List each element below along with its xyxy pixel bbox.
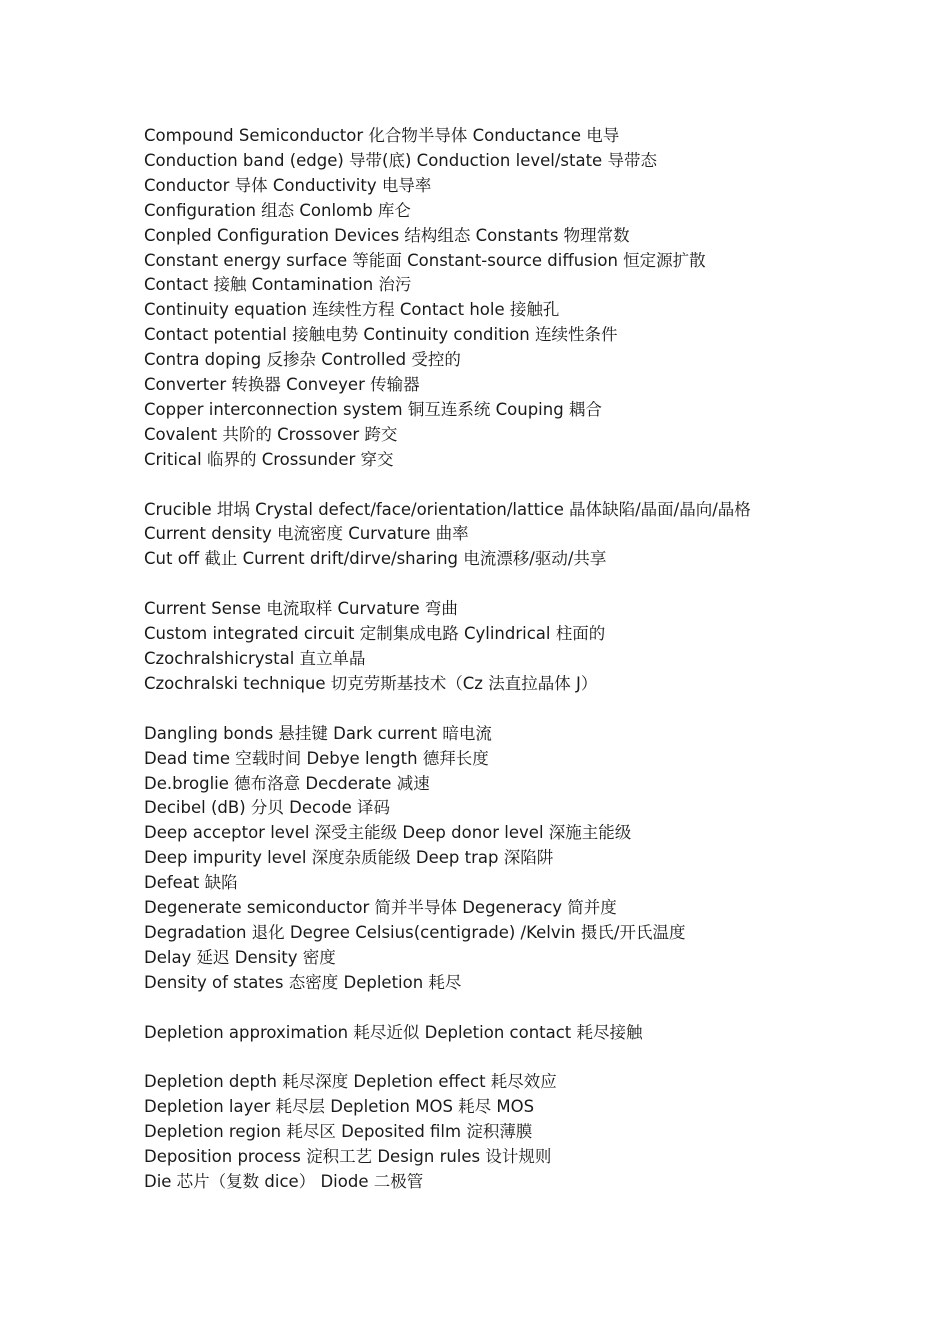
text-line: Die 芯片（复数 dice） Diode 二极管 [144,1171,424,1191]
text-line: Conpled Configuration Devices 结构组态 Constants 物理常数 [144,225,630,245]
text-line: Continuity equation 连续性方程 Contact hole 接触孔 [144,300,560,320]
text-line: Covalent 共阶的 Crossover 跨交 [144,424,398,444]
text-line: Deep impurity level 深度杂质能级 Deep trap 深陷阱 [144,848,554,868]
text-line: Critical 临界的 Crossunder 穿交 [144,449,394,469]
text-line: Current Sense 电流取样 Curvature 弯曲 [144,599,458,619]
text-line: Converter 转换器 Conveyer 传输器 [144,375,420,395]
text-line: Copper interconnection system 铜互连系统 Couping 耦合 [144,399,602,419]
text-line: De.broglie 德布洛意 Decderate 减速 [144,773,430,793]
text-line: Crucible 坩埚 Crystal defect/face/orientation/lattice 晶体缺陷/晶面/晶向/晶格 [144,499,751,519]
text-line: Delay 延迟 Density 密度 [144,947,336,967]
text-line: Current density 电流密度 Curvature 曲率 [144,524,469,544]
blank-line [144,572,754,597]
text-line: Depletion layer 耗尽层 Depletion MOS 耗尽 MOS [144,1097,535,1117]
text-line: Dead time 空载时间 Debye length 德拜长度 [144,748,489,768]
text-line: Deposition process 淀积工艺 Design rules 设计规则 [144,1147,552,1167]
text-line: Constant energy surface 等能面 Constant-source diffusion 恒定源扩散 [144,250,706,270]
text-line: Custom integrated circuit 定制集成电路 Cylindrical 柱面的 [144,624,606,644]
text-line: Czochralshicrystal 直立单晶 [144,649,366,668]
text-line: Conduction band (edge) 导带(底) Conduction level/state 导带态 [144,150,657,170]
blank-line [144,1045,754,1070]
text-line: Cut off 截止 Current drift/dirve/sharing 电流漂移/驱动/共享 [144,549,607,569]
text-line: Deep acceptor level 深受主能级 Deep donor level 深施主能级 [144,823,632,843]
text-line: Depletion approximation 耗尽近似 Depletion contact 耗尽接触 [144,1022,643,1042]
blank-line [144,697,754,722]
text-line: Contact 接触 Contamination 治污 [144,275,412,295]
text-line: Contra doping 反掺杂 Controlled 受控的 [144,350,461,370]
text-line: Dangling bonds 悬挂键 Dark current 暗电流 [144,723,492,743]
text-line: Degenerate semiconductor 简并半导体 Degeneracy 简并度 [144,898,617,918]
text-line: Depletion depth 耗尽深度 Depletion effect 耗尽效应 [144,1072,557,1092]
text-line: Density of states 态密度 Depletion 耗尽 [144,972,462,992]
text-line: Decibel (dB) 分贝 Decode 译码 [144,798,391,818]
text-line: Degradation 退化 Degree Celsius(centigrade) /Kelvin 摄氏/开氏温度 [144,922,686,942]
text-line: Defeat 缺陷 [144,873,238,893]
blank-line [144,996,754,1021]
text-line: Configuration 组态 Conlomb 库仑 [144,200,411,220]
text-line: Contact potential 接触电势 Continuity condition 连续性条件 [144,325,618,345]
blank-line [144,473,754,498]
text-line: Conductor 导体 Conductivity 电导率 [144,175,432,195]
text-line: Depletion region 耗尽区 Deposited film 淀积薄膜 [144,1122,533,1142]
text-line: Czochralski technique 切克劳斯基技术（Cz 法直拉晶体 J） [144,673,598,693]
document-body [144,124,754,1195]
text-line: Compound Semiconductor 化合物半导体 Conductance 电导 [144,126,620,145]
